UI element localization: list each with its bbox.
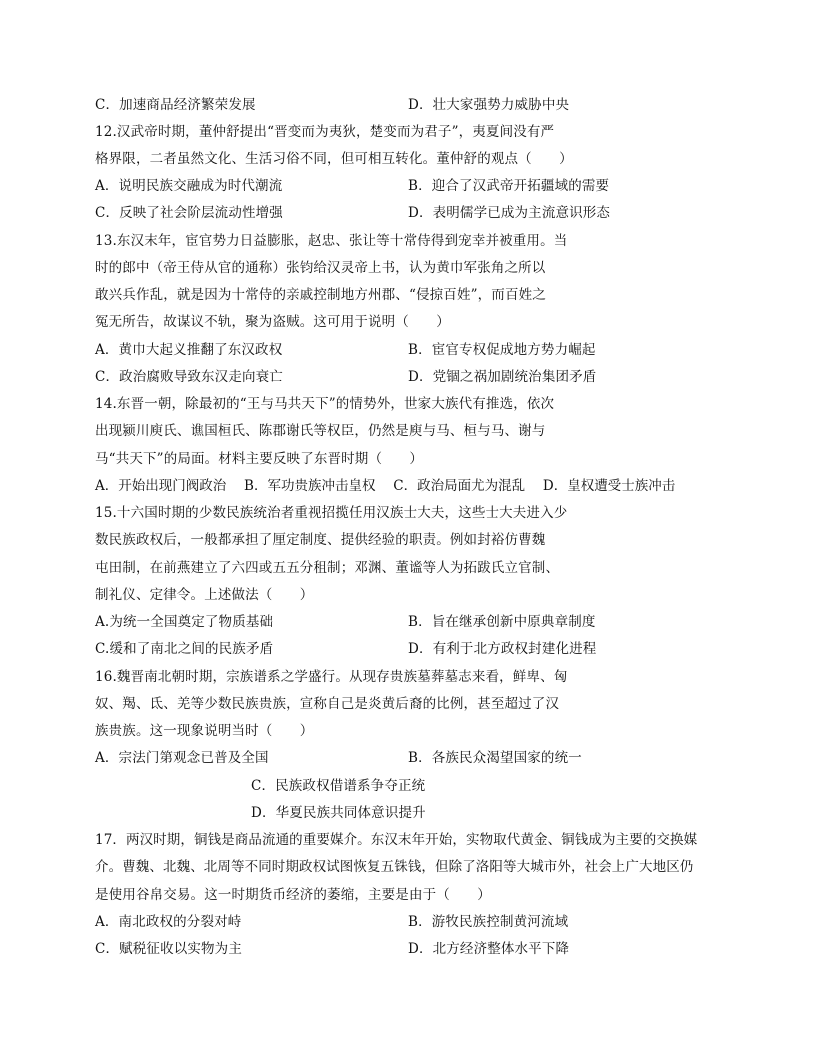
q16-option-a: A．宗法门第观念已普及全国 xyxy=(95,750,269,766)
q15-stem-line-4: 制礼仪、定律令。上述做法（ ） xyxy=(95,587,314,603)
q13-stem-line-4: 冤无所告，故谋议不轨，聚为盗贼。这可用于说明（ ） xyxy=(95,314,450,330)
q16-stem-line-2: 奴、羯、氐、羌等少数民族贵族，宣称自己是炎黄后裔的比例，甚至超过了汉 xyxy=(95,696,560,712)
q16-option-c: C．民族政权借谱系争夺正统 xyxy=(251,778,426,794)
q15-stem-line-1: 15.十六国时期的少数民族统治者重视招揽任用汉族士大夫，这些士大夫进入少 xyxy=(95,505,568,521)
q15-option-a: A.为统一全国奠定了物质基础 xyxy=(95,614,274,630)
q15-option-c: C.缓和了南北之间的民族矛盾 xyxy=(95,641,274,657)
q17-stem-line-1: 17．两汉时期，铜钱是商品流通的重要媒介。东汉末年开始，实物取代黄金、铜钱成为主要的交换媒 xyxy=(95,832,698,848)
q13-option-c: C．政治腐败导致东汉走向衰亡 xyxy=(95,369,283,385)
q14-stem-line-2: 出现颍川庾氏、谯国桓氏、陈郡谢氏等权臣，仍然是庾与马、桓与马、谢与 xyxy=(95,423,546,439)
q16-option-b: B．各族民众渴望国家的统一 xyxy=(408,750,582,766)
q17-option-d: D．北方经济整体水平下降 xyxy=(408,941,570,957)
q13-option-a: A．黄巾大起义推翻了东汉政权 xyxy=(95,342,283,358)
q13-option-d: D．党锢之祸加剧统治集团矛盾 xyxy=(408,369,597,385)
q17-option-a: A．南北政权的分裂对峙 xyxy=(95,914,242,930)
q15-stem-line-3: 屯田制，在前燕建立了六四或五五分租制；邓渊、董谧等人为拓跋氏立官制、 xyxy=(95,560,560,576)
q14-options: A．开始出现门阀政治 B．军功贵族冲击皇权 C．政治局面尤为混乱 D．皇权遭受士族冲击 xyxy=(95,478,676,494)
q14-stem-line-3: 马“共天下”的局面。材料主要反映了东晋时期（ ） xyxy=(95,451,424,467)
q14-stem-line-1: 14.东晋一朝，除最初的“王与马共天下”的情势外，世家大族代有推选，依次 xyxy=(95,396,555,412)
q17-option-b: B．游牧民族控制黄河流域 xyxy=(408,914,569,930)
q13-stem-line-3: 敢兴兵作乱，就是因为十常侍的亲戚控制地方州郡、“侵掠百姓”，而百姓之 xyxy=(95,287,546,303)
q11-option-d: D．壮大家强势力威胁中央 xyxy=(408,97,570,113)
q16-stem-line-1: 16.魏晋南北朝时期，宗族谱系之学盛行。从现存贵族墓葬墓志来看，鲜卑、匈 xyxy=(95,669,568,685)
q12-option-b: B．迎合了汉武帝开拓疆域的需要 xyxy=(408,178,610,194)
q17-option-c: C．赋税征收以实物为主 xyxy=(95,941,242,957)
q13-stem-line-1: 13.东汉末年，宦官势力日益膨胀，赵忠、张让等十常侍得到宠幸并被重用。当 xyxy=(95,233,568,249)
q13-option-b: B．宦官专权促成地方势力崛起 xyxy=(408,342,596,358)
q13-stem-line-2: 时的郎中（帝王侍从官的通称）张钧给汉灵帝上书，认为黄巾军张角之所以 xyxy=(95,260,546,276)
q15-option-b: B．旨在继承创新中原典章制度 xyxy=(408,614,596,630)
q12-option-c: C．反映了社会阶层流动性增强 xyxy=(95,205,283,221)
q12-stem-line-1: 12.汉武帝时期，董仲舒提出“晋变而为夷狄，楚变而为君子”，夷夏间没有严 xyxy=(95,124,555,140)
q16-stem-line-3: 族贵族。这一现象说明当时（ ） xyxy=(95,723,314,739)
q15-option-d: D．有利于北方政权封建化进程 xyxy=(408,641,597,657)
q12-option-a: A．说明民族交融成为时代潮流 xyxy=(95,178,283,194)
q11-option-c: C．加速商品经济繁荣发展 xyxy=(95,97,256,113)
q15-stem-line-2: 数民族政权后，一般都承担了厘定制度、提供经验的职责。例如封裕仿曹魏 xyxy=(95,532,546,548)
q12-stem-line-2: 格界限，二者虽然文化、生活习俗不同，但可相互转化。董仲舒的观点（ ） xyxy=(95,151,573,167)
q16-option-d: D．华夏民族共同体意识提升 xyxy=(251,805,426,821)
q17-stem-line-3: 是使用谷帛交易。这一时期货币经济的萎缩，主要是由于（ ） xyxy=(95,887,491,903)
q17-stem-line-2: 介。曹魏、北魏、北周等不同时期政权试图恢复五铢钱，但除了洛阳等大城市外，社会上广大地区仍 xyxy=(95,859,694,875)
q12-option-d: D．表明儒学已成为主流意识形态 xyxy=(408,205,611,221)
